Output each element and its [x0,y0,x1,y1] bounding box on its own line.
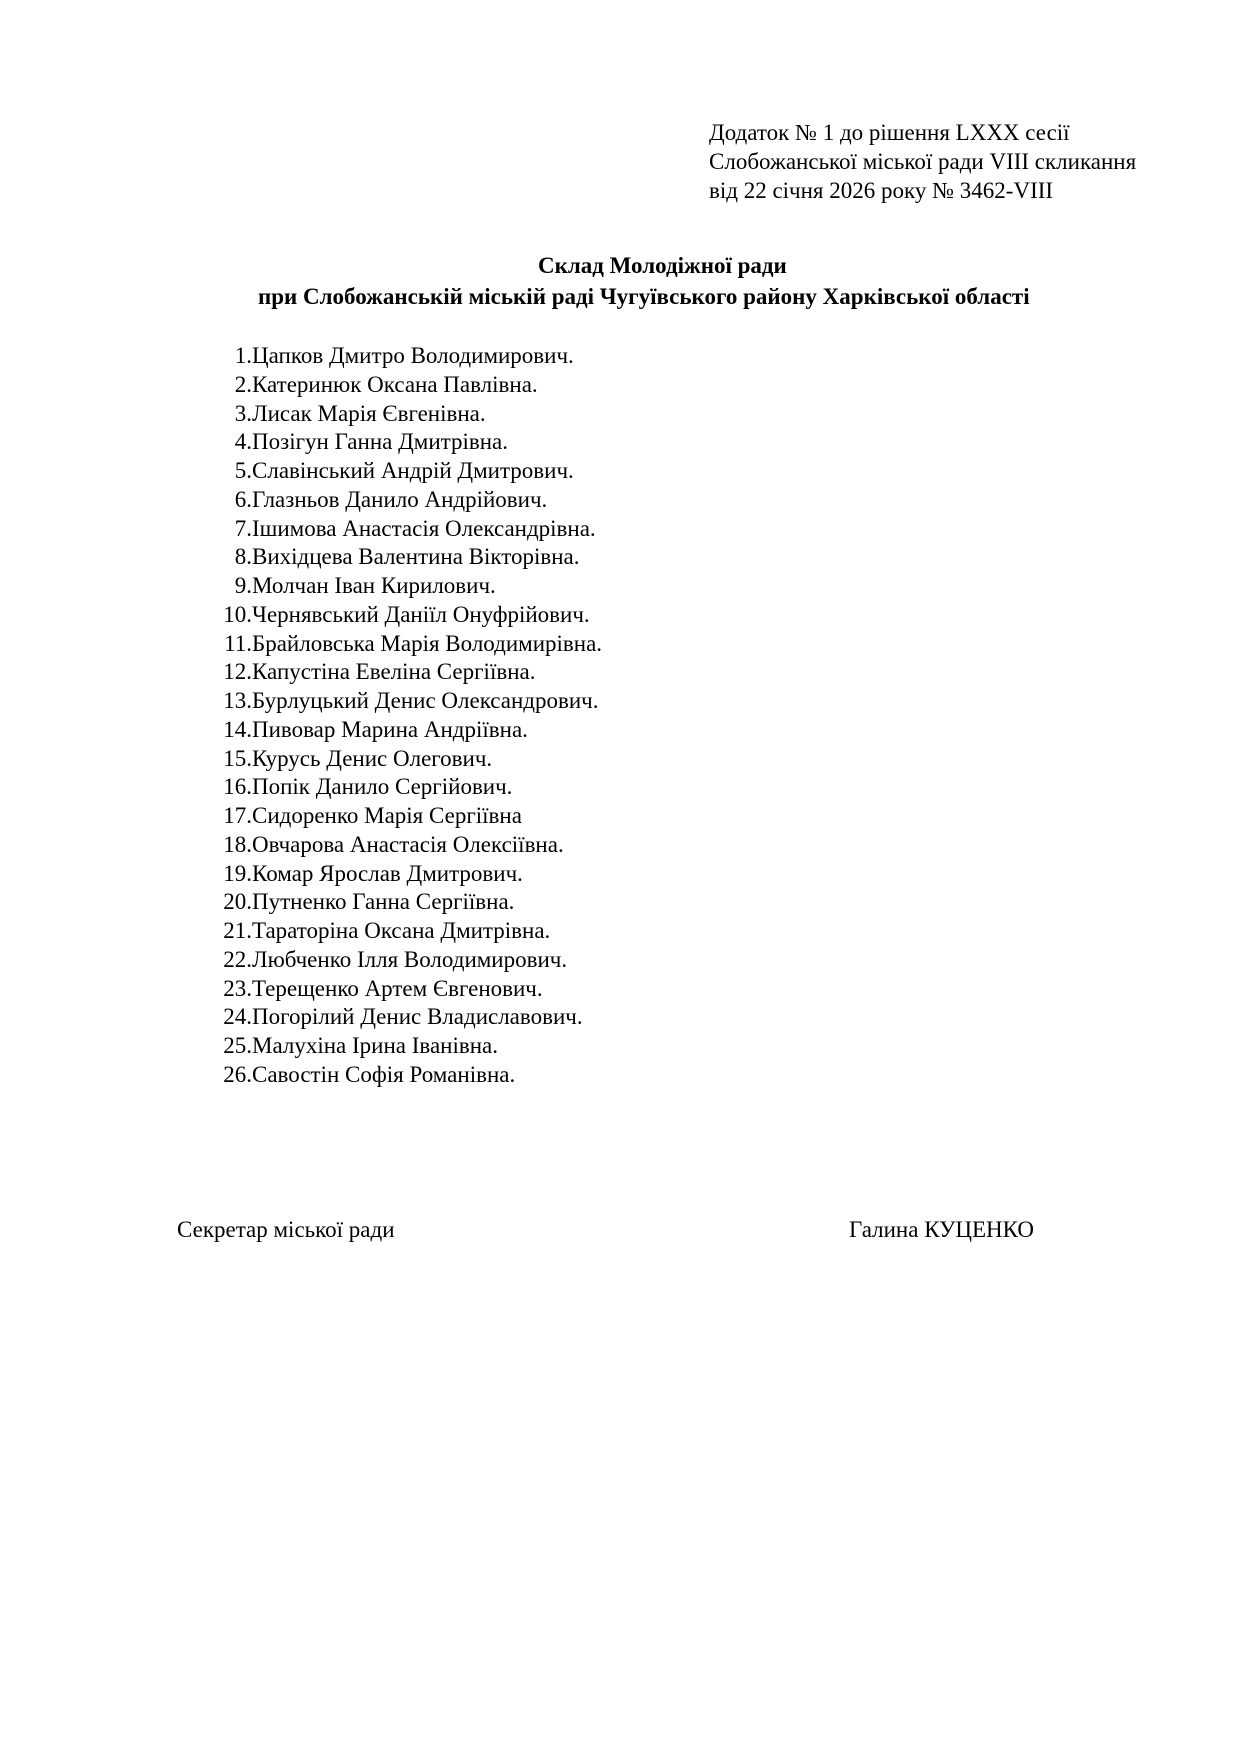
list-item-name: Вихідцева Валентина Вікторівна. [252,544,580,570]
members-list [212,342,603,1090]
list-item [212,342,574,371]
list-item [212,975,543,1004]
list-item-name: Цапков Дмитро Володимирович. [252,343,574,368]
list-item [212,457,574,486]
list-item [212,1003,583,1032]
list-item [212,1061,516,1090]
list-item-name: Глазньов Данило Андрійович. [252,486,548,512]
list-item-name: Катеринюк Оксана Павлівна. [252,371,538,397]
list-item [212,630,603,659]
list-item-number: 15. [223,745,252,771]
list-item-number: 6. [234,486,252,512]
list-item-number: 17. [223,803,252,828]
signature-position: Секретар міської ради [177,1217,395,1242]
list-item-number: 18. [223,831,252,857]
list-item-name: Комар Ярослав Дмитрович. [252,860,523,886]
list-item [212,371,538,400]
list-item-number: 16. [223,774,252,800]
list-item [212,716,528,745]
list-item [212,428,508,457]
list-item-number: 3. [234,400,252,426]
list-item-number: 13. [223,688,252,713]
list-item [212,917,551,946]
title-line-1: Склад Молодіжної ради [538,253,787,278]
list-item-name: Ішимова Анастасія Олександрівна. [252,515,596,541]
list-item [212,400,486,429]
signature-name: Галина КУЦЕНКО [849,1217,1034,1242]
list-item-number: 22. [223,946,252,972]
list-item-name: Тараторіна Оксана Дмитрівна. [252,918,551,943]
list-item-name: Позігун Ганна Дмитрівна. [252,429,508,455]
list-item-number: 11. [224,630,252,656]
list-item-name: Любченко Ілля Володимирович. [252,946,568,972]
list-item-name: Чернявський Даніїл Онуфрійович. [252,601,590,627]
list-item-name: Курусь Денис Олегович. [252,745,493,771]
list-item-name: Попік Данило Сергійович. [252,774,513,800]
list-item-name: Пивовар Марина Андріївна. [252,716,528,742]
list-item-number: 21. [223,918,252,943]
list-item [212,860,523,889]
list-item-name: Лисак Марія Євгенівна. [252,400,486,426]
annex-line-3: від 22 січня 2026 року № 3462-VIII [709,178,1054,203]
list-item [212,486,548,515]
list-item-name: Брайловська Марія Володимирівна. [252,630,603,656]
list-item-number: 23. [223,975,252,1001]
list-item-number: 1. [234,343,252,368]
list-item [212,601,590,630]
list-item [212,831,564,860]
list-item-name: Погорілий Денис Владиславович. [252,1004,583,1030]
title-line-2: при Слобожанській міській раді Чугуївського району Харківської області [258,284,1030,309]
list-item [212,687,599,716]
list-item [212,745,493,774]
list-item-number: 9. [234,573,252,598]
list-item-number: 2. [234,371,252,397]
list-item-number: 12. [223,659,252,685]
list-item-number: 7. [234,515,252,541]
list-item-number: 20. [223,889,252,915]
list-item-name: Путненко Ганна Сергіївна. [252,889,515,915]
list-item-number: 10. [223,601,252,627]
list-item [212,543,580,572]
list-item-name: Сидоренко Марія Сергіївна [252,803,522,828]
list-item [212,888,515,917]
list-item [212,802,522,831]
list-item-name: Славінський Андрій Дмитрович. [252,458,574,483]
list-item-number: 8. [234,544,252,570]
list-item [212,515,596,544]
list-item-number: 24. [223,1004,252,1030]
list-item-number: 4. [234,429,252,455]
list-item-number: 5. [234,458,252,483]
list-item-name: Терещенко Артем Євгенович. [252,975,543,1001]
list-item [212,773,513,802]
list-item-name: Молчан Іван Кирилович. [252,573,496,598]
annex-line-2: Слобожанської міської ради VIII скликання [709,149,1137,174]
list-item-name: Савостін Софія Романівна. [252,1061,516,1087]
list-item-name: Капустіна Евеліна Сергіївна. [252,659,536,685]
list-item [212,1032,498,1061]
list-item [212,572,496,601]
list-item-number: 25. [223,1033,252,1058]
annex-line-1: Додаток № 1 до рішення LXXX сесії [709,120,1070,145]
list-item-number: 26. [223,1061,252,1087]
list-item-name: Овчарова Анастасія Олексіївна. [252,831,564,857]
list-item-name: Малухіна Ірина Іванівна. [252,1033,498,1058]
list-item-number: 14. [223,716,252,742]
list-item [212,946,568,975]
annex-header [709,118,1136,205]
list-item [212,658,536,687]
list-item-number: 19. [223,860,252,886]
list-item-name: Бурлуцький Денис Олександрович. [252,688,599,713]
